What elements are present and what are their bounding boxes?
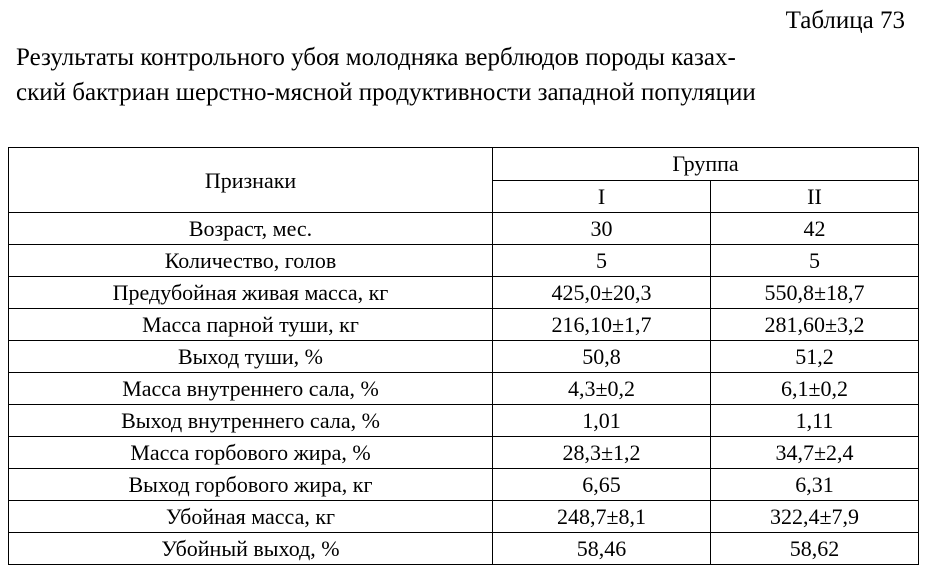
header-traits: Признаки [9, 148, 493, 213]
row-value-group-1: 425,0±20,3 [493, 277, 711, 309]
row-value-group-2: 5 [711, 245, 919, 277]
row-value-group-1: 216,10±1,7 [493, 309, 711, 341]
caption-line-2: ский бактриан шерстно-мясной продуктивности западной популяции [16, 79, 756, 106]
table-row [9, 501, 919, 533]
table-number: Таблица 73 [785, 7, 905, 34]
header-row-1 [9, 148, 919, 181]
row-label: Убойный выход, % [9, 533, 493, 565]
row-label: Выход туши, % [9, 341, 493, 373]
row-value-group-2: 51,2 [711, 341, 919, 373]
header-group-1: I [493, 180, 711, 213]
row-label: Масса внутреннего сала, % [9, 373, 493, 405]
row-label: Масса парной туши, кг [9, 309, 493, 341]
table-row [9, 213, 919, 245]
table-row [9, 309, 919, 341]
row-value-group-1: 28,3±1,2 [493, 437, 711, 469]
table-row [9, 533, 919, 565]
row-label: Выход внутреннего сала, % [9, 405, 493, 437]
row-value-group-2: 281,60±3,2 [711, 309, 919, 341]
row-value-group-1: 6,65 [493, 469, 711, 501]
row-value-group-1: 50,8 [493, 341, 711, 373]
header-group-2: II [711, 180, 919, 213]
table-row [9, 437, 919, 469]
row-label: Масса горбового жира, % [9, 437, 493, 469]
row-value-group-1: 4,3±0,2 [493, 373, 711, 405]
table-row [9, 405, 919, 437]
caption-line-1: Результаты контрольного убоя молодняка верблюдов породы казах- [16, 44, 736, 71]
row-value-group-2: 34,7±2,4 [711, 437, 919, 469]
table-caption [16, 40, 911, 110]
table-row [9, 469, 919, 501]
row-label: Убойная масса, кг [9, 501, 493, 533]
row-value-group-2: 42 [711, 213, 919, 245]
row-value-group-1: 248,7±8,1 [493, 501, 711, 533]
table-row [9, 245, 919, 277]
row-value-group-2: 58,62 [711, 533, 919, 565]
row-value-group-2: 550,8±18,7 [711, 277, 919, 309]
row-value-group-2: 322,4±7,9 [711, 501, 919, 533]
row-value-group-1: 1,01 [493, 405, 711, 437]
row-value-group-1: 30 [493, 213, 711, 245]
row-value-group-2: 6,31 [711, 469, 919, 501]
table-row [9, 373, 919, 405]
table-row [9, 277, 919, 309]
row-label: Количество, голов [9, 245, 493, 277]
row-value-group-1: 5 [493, 245, 711, 277]
row-label: Предубойная живая масса, кг [9, 277, 493, 309]
row-value-group-2: 6,1±0,2 [711, 373, 919, 405]
row-label: Выход горбового жира, кг [9, 469, 493, 501]
row-value-group-1: 58,46 [493, 533, 711, 565]
table-row [9, 341, 919, 373]
slaughter-results-table [8, 147, 919, 565]
row-value-group-2: 1,11 [711, 405, 919, 437]
row-label: Возраст, мес. [9, 213, 493, 245]
header-group: Группа [493, 148, 919, 181]
